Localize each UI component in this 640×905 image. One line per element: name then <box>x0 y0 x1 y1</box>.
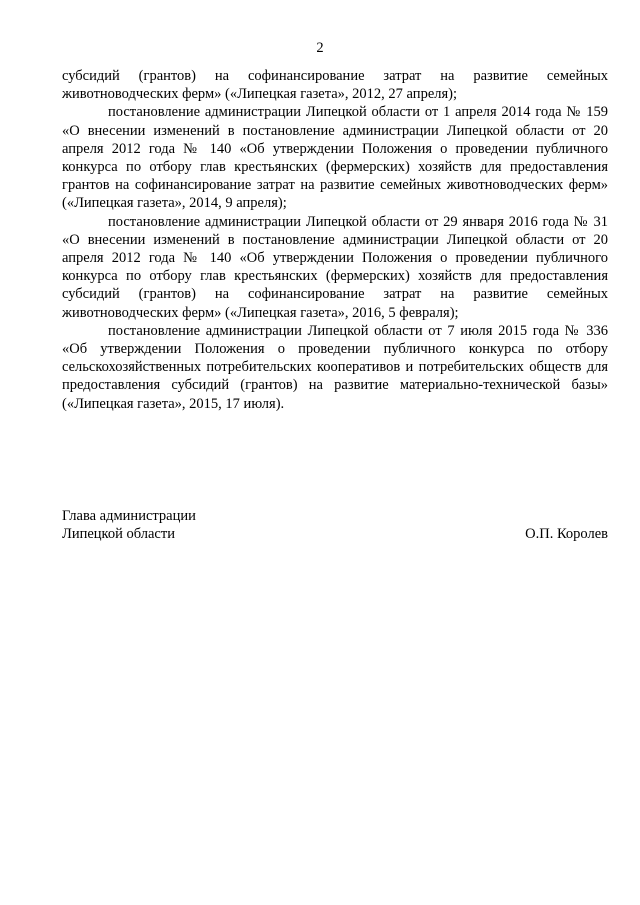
paragraph-resolution-159: постановление администрации Липецкой области от 1 апреля 2014 года № 159 «О внесении изменений в постановление администрации Липецкой области от 20 апреля 2012 года № 140 «Об утверждении Положения о проведении публичного конкурса по отбору глав крестьянских (фермерских) хозяйств для предоставления грантов на софинансирование затрат на развитие семейных животноводческих ферм» («Липецкая газета», 2014, 9 апреля); <box>62 104 608 212</box>
signature-title-line1: Глава администрации <box>62 508 196 524</box>
paragraph-continuation: субсидий (грантов) на софинансирование затрат на развитие семейных животноводческих ферм» («Липецкая газета», 2012, 27 апреля); <box>62 68 608 103</box>
signature-block <box>62 507 608 543</box>
signature-title-line2: Липецкой области <box>62 526 175 543</box>
page-number: 2 <box>316 40 324 56</box>
paragraph-resolution-336: постановление администрации Липецкой области от 7 июля 2015 года № 336 «Об утверждении Положения о проведении публичного конкурса по отбору сельскохозяйственных потребительских кооперативов и потребительских обществ для предоставления субсидий (грантов) на развитие материально-технической базы» («Липецкая газета», 2015, 17 июля). <box>62 322 608 412</box>
paragraph-resolution-31: постановление администрации Липецкой области от 29 января 2016 года № 31 «О внесении изменений в постановление администрации Липецкой области от 20 апреля 2012 года № 140 «Об утверждении Положения о проведении публичного конкурса по отбору глав крестьянских (фермерских) хозяйств для предоставления субсидий (грантов) на софинансирование затрат на развитие семейных животноводческих ферм» («Липецкая газета», 2016, 5 февраля); <box>62 213 608 321</box>
signatory-name: О.П. Королев <box>525 526 608 543</box>
document-body <box>62 67 608 413</box>
signature-row <box>62 525 608 543</box>
